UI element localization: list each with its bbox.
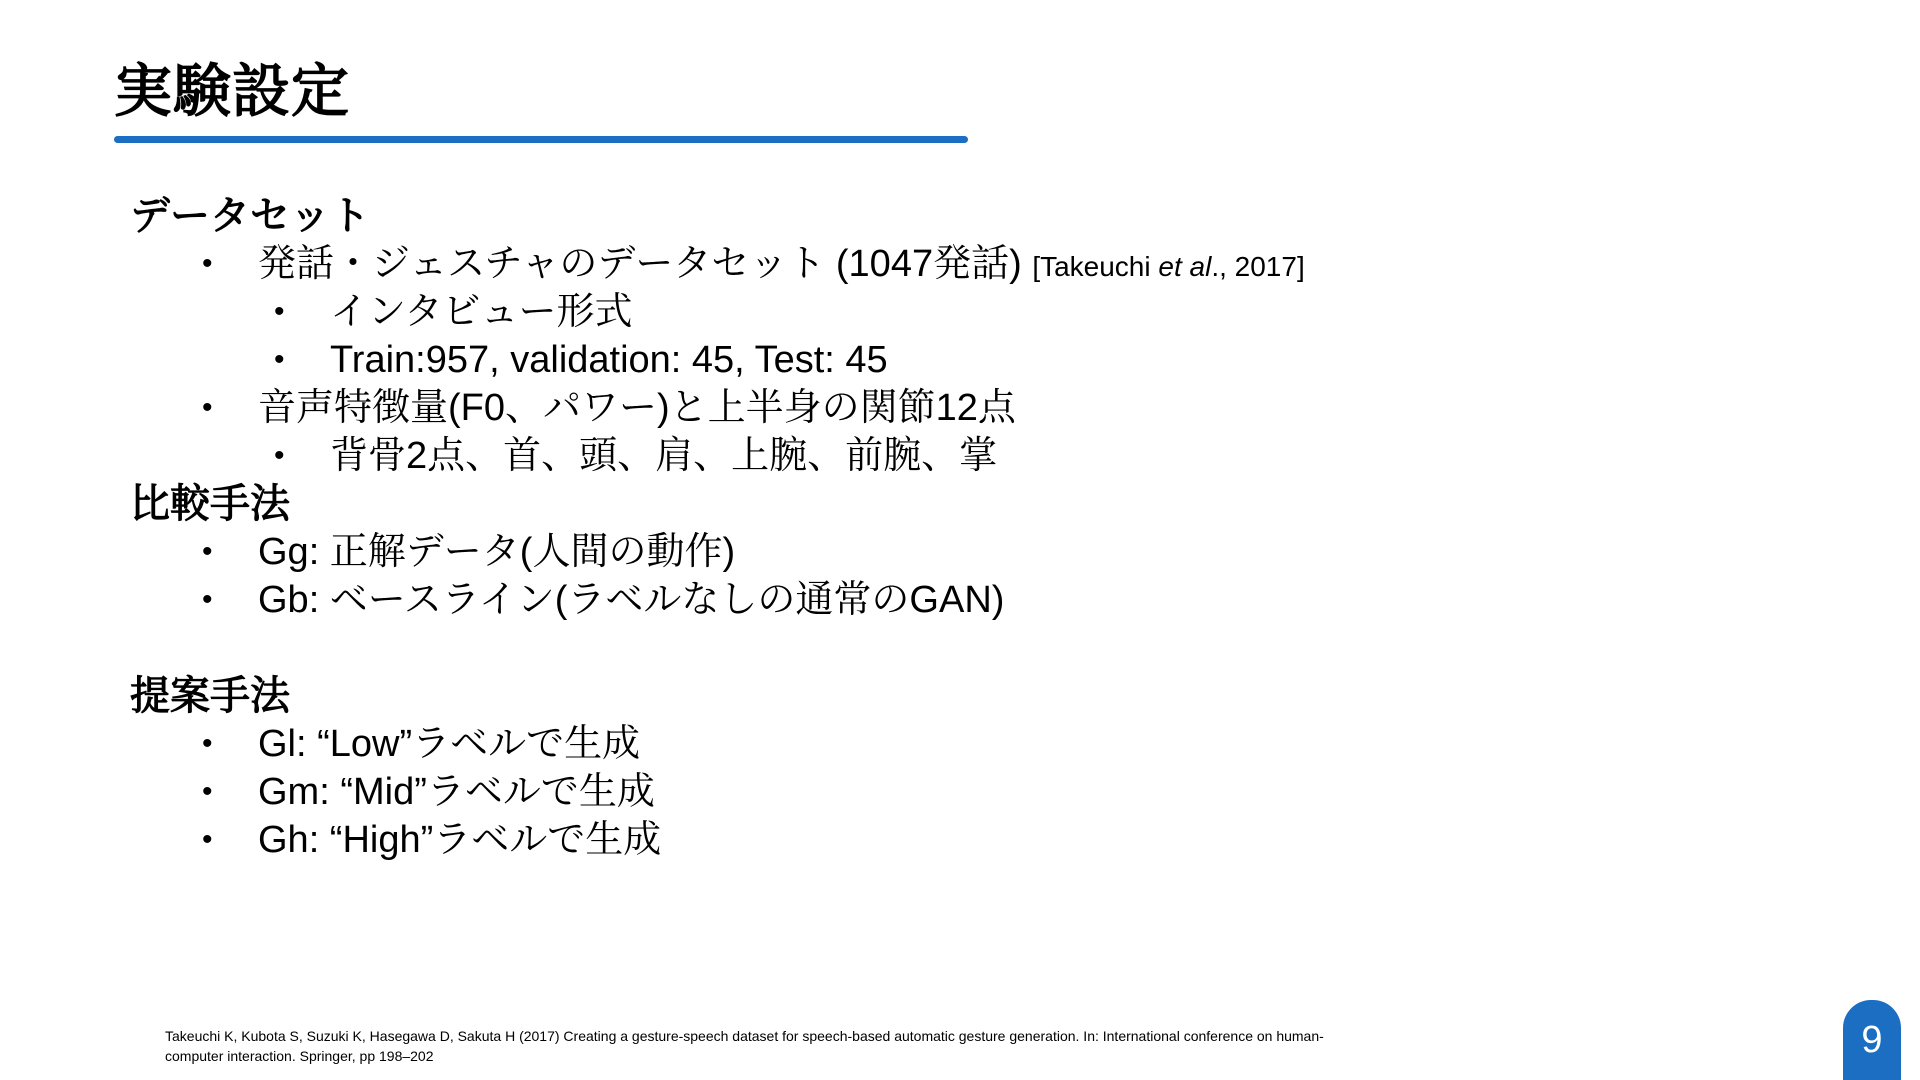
bullet-icon: • (202, 247, 213, 280)
sub-bullet-text: インタビュー形式 (330, 291, 633, 333)
section-heading-proposed: 提案手法 (130, 673, 290, 719)
citation (1032, 251, 1304, 282)
bullet-item (130, 576, 1630, 624)
bullet-icon: • (202, 535, 213, 568)
bullet-text: Gb: ベースライン(ラベルなしの通常のGAN) (258, 579, 1005, 621)
bullet-text: Gh: “High”ラベルで生成 (258, 819, 662, 861)
bullet-icon: • (202, 823, 213, 856)
bullet-icon: • (202, 775, 213, 808)
bullet-item (130, 240, 1630, 288)
page-number-badge: 9 (1843, 1000, 1901, 1080)
sub-bullet-text: Train:957, validation: 45, Test: 45 (330, 339, 888, 381)
section-heading-comparison: 比較手法 (130, 481, 290, 527)
footnote-reference: Takeuchi K, Kubota S, Suzuki K, Hasegawa D, Sakuta H (2017) Creating a gesture-speech dataset for speech-based automatic gesture generation. In: International conference on human-computer interaction. Springer, pp 198–202 (165, 1028, 1324, 1064)
spacer (130, 624, 1630, 672)
citation-suffix: ., 2017] (1211, 251, 1305, 282)
bullet-item (130, 528, 1630, 576)
bullet-item (130, 720, 1630, 768)
bullet-icon: • (274, 439, 285, 472)
bullet-item (130, 384, 1630, 432)
title-underline (114, 136, 968, 143)
bullet-text: Gl: “Low”ラベルで生成 (258, 723, 641, 765)
bullet-text: 音声特徴量(F0、パワー)と上半身の関節12点 (258, 387, 1016, 429)
sub-bullet-item (130, 288, 1630, 336)
citation-italic: et al (1158, 251, 1212, 282)
slide-title: 実験設定 (114, 57, 351, 125)
sub-bullet-text: 背骨2点、首、頭、肩、上腕、前腕、掌 (330, 435, 998, 477)
slide-body (130, 192, 1630, 864)
bullet-icon: • (274, 295, 285, 328)
bullet-icon: • (202, 583, 213, 616)
citation-prefix: [Takeuchi (1032, 251, 1159, 282)
bullet-icon: • (274, 343, 285, 376)
sub-bullet-item (130, 336, 1630, 384)
bullet-item (130, 816, 1630, 864)
section-heading-dataset: データセット (130, 193, 370, 239)
bullet-icon: • (202, 391, 213, 424)
sub-bullet-item (130, 432, 1630, 480)
bullet-text: Gg: 正解データ(人間の動作) (258, 531, 736, 573)
bullet-text: 発話・ジェスチャのデータセット (1047発話) (258, 243, 1033, 285)
bullet-icon: • (202, 727, 213, 760)
bullet-item (130, 768, 1630, 816)
bullet-text: Gm: “Mid”ラベルで生成 (258, 771, 655, 813)
